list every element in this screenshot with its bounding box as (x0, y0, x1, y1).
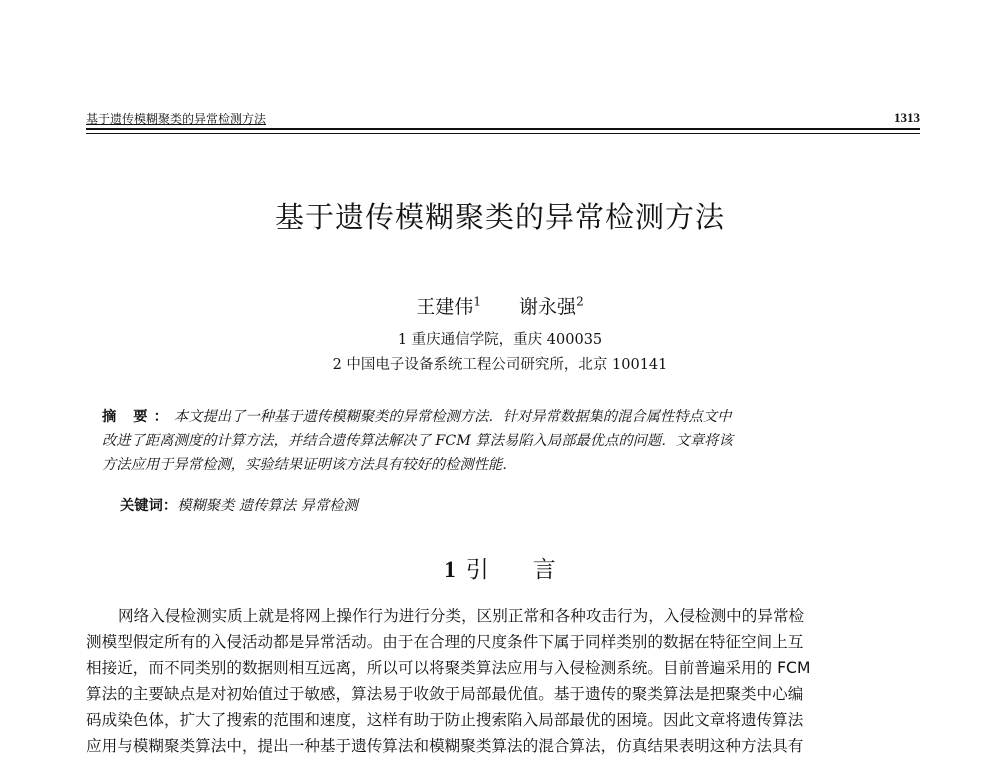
affiliation-1: 1 重庆通信学院，重庆 400035 (397, 332, 603, 348)
body-line: 应用与模糊聚类算法中，提出一种基于遗传算法和模糊聚类算法的混合算法，仿真结果表明这种方法具有 (86, 737, 804, 755)
page-number: 1313 (894, 110, 920, 125)
body-line: 测模型假定所有的入侵活动都是异常活动。由于在合理的尺度条件下属于同样类别的数据在特征空间上互 (86, 633, 804, 651)
abstract-label: 摘 要： (102, 409, 174, 425)
keywords-label: 关键词： (120, 498, 178, 514)
author-line (0, 292, 1000, 319)
section-number: 1 (444, 557, 456, 582)
body-line: 相接近，而不同类别的数据则相互远离，所以可以将聚类算法应用与入侵检测系统。目前普遍采用的 FCM (86, 659, 811, 677)
abstract-line: 改进了距离测度的计算方法，并结合遗传算法解决了 FCM 算法易陷入局部最优点的问题．文章将该 (102, 433, 733, 449)
keywords-list: 模糊聚类 遗传算法 异常检测 (177, 498, 358, 514)
section-title-part: 言 (532, 557, 556, 583)
section-heading (0, 551, 1000, 584)
body-line: 算法的主要缺点是对初始值过于敏感，算法易于收敛于局部最优值。基于遗传的聚类算法是把聚类中心编 (86, 685, 804, 703)
running-title: 基于遗传模糊聚类的异常检测方法 (86, 112, 267, 126)
affiliation-2: 2 中国电子设备系统工程公司研究所，北京 100141 (332, 357, 668, 373)
body-line: 码成染色体，扩大了搜索的范围和速度，这样有助于防止搜索陷入局部最优的困境。因此文章将遗传算法 (86, 711, 804, 729)
header-rule-thin (86, 133, 920, 134)
header-rule-thick (86, 128, 920, 130)
body-paragraph (86, 603, 920, 759)
abstract-line: 方法应用于异常检测，实验结果证明该方法具有较好的检测性能． (102, 457, 517, 473)
running-header (86, 110, 920, 128)
author-affiliation-mark: 1 (473, 294, 481, 309)
author-name: 谢永强 (519, 296, 577, 318)
abstract (102, 405, 914, 477)
author-name: 王建伟 (416, 296, 474, 318)
author-affiliation-mark: 2 (576, 294, 584, 309)
body-line: 网络入侵检测实质上就是将网上操作行为进行分类，区别正常和各种攻击行为，入侵检测中的异常检 (118, 607, 805, 625)
section-title-part: 引 (465, 557, 489, 583)
keywords (120, 495, 910, 515)
paper-title: 基于遗传模糊聚类的异常检测方法 (274, 200, 725, 234)
abstract-line: 摘 要：本文提出了一种基于遗传模糊聚类的异常检测方法．针对异常数据集的混合属性特点文中 (102, 409, 732, 425)
